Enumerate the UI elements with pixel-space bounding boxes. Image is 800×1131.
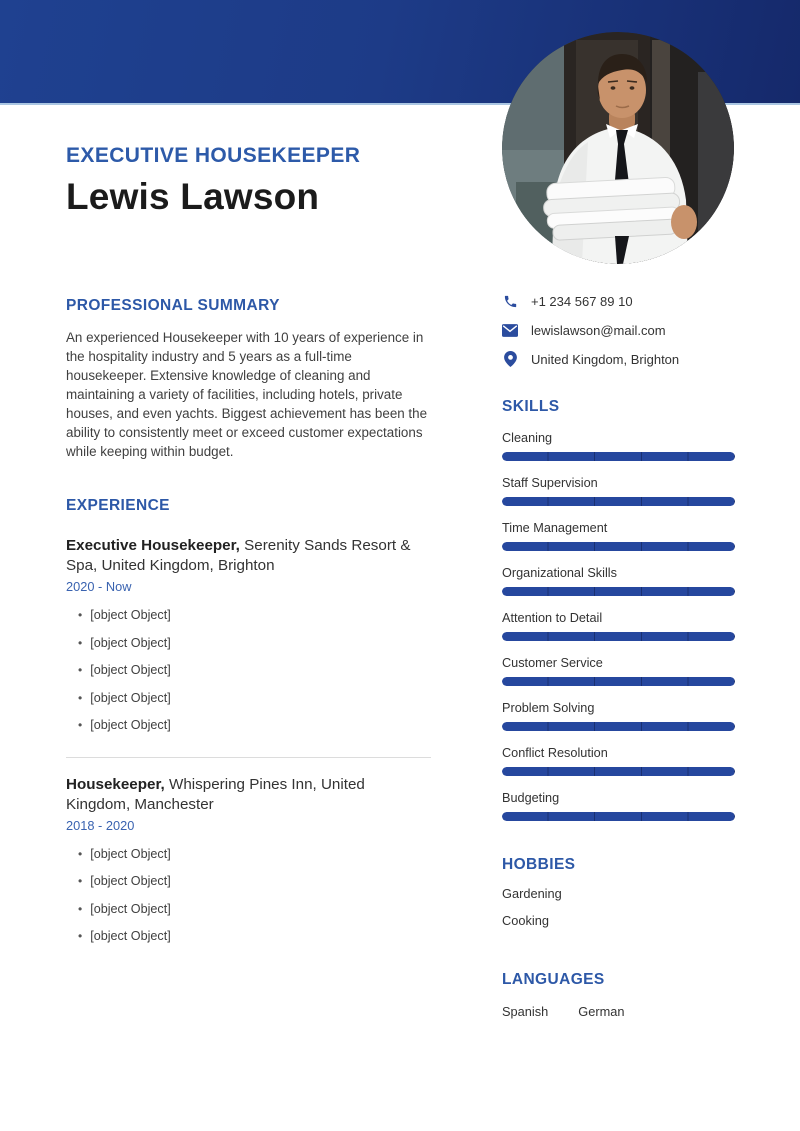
job-bullet-text: [object Object] [90, 608, 171, 622]
skill-bar-fill [502, 587, 735, 596]
job-period: 2020 - Now [66, 579, 132, 594]
contact-row [502, 293, 735, 309]
skill-bar-track [502, 767, 735, 776]
language-item: German [578, 1004, 625, 1019]
skill-item [502, 701, 735, 731]
bullet-icon: • [78, 663, 83, 677]
contact-value: United Kingdom, Brighton [531, 351, 680, 367]
skill-label: Staff Supervision [502, 476, 598, 490]
job-bullet-text: [object Object] [90, 846, 171, 861]
bullet-icon: • [78, 929, 83, 943]
bullet-icon: • [78, 874, 83, 888]
skill-bar-fill [502, 767, 735, 776]
skill-label: Customer Service [502, 656, 603, 670]
skill-label: Budgeting [502, 791, 560, 805]
job-bullet-text: [object Object] [90, 901, 171, 916]
skill-bar-fill [502, 677, 735, 686]
job-title [66, 536, 431, 576]
skill-item [502, 476, 735, 506]
job-bullet-text: [object Object] [90, 874, 171, 888]
skill-label: Organizational Skills [502, 566, 617, 580]
job-bullet [66, 873, 431, 891]
skill-bar-fill [502, 497, 735, 506]
contact-row [502, 322, 735, 338]
bullet-icon: • [78, 690, 83, 705]
skill-item [502, 611, 735, 641]
skill-bar-track [502, 722, 735, 731]
contact-value: lewislawson@mail.com [531, 322, 666, 338]
summary-heading: PROFESSIONAL SUMMARY [66, 297, 280, 314]
job-entry [66, 536, 431, 735]
job-entry [66, 757, 431, 946]
skill-bar-track [502, 542, 735, 551]
job-bullet [66, 662, 431, 680]
summary-text: An experienced Housekeeper with 10 years of experience in the hospitality industry and 5 years as a full-time housekeeper. Extensive knowledge of cleaning and maintaining a variety of facilities, including hotels, private houses, and even yachts. Biggest achievement has been the ability to consistently meet or exceed customer expectations while keeping within budget. [66, 330, 428, 459]
job-bullet [66, 901, 431, 919]
skill-bar-track [502, 812, 735, 821]
bullet-icon: • [78, 718, 83, 732]
contact-list [502, 293, 735, 367]
job-period: 2018 - 2020 [66, 817, 135, 833]
skill-bar-fill [502, 812, 735, 821]
job-bullet [66, 607, 431, 625]
hobby-item: Gardening [502, 886, 562, 901]
role-title: EXECUTIVE HOUSEKEEPER [66, 144, 361, 167]
language-item: Spanish [502, 1004, 549, 1019]
job-bullet [66, 717, 431, 735]
skill-bar-fill [502, 542, 735, 551]
skill-label: Problem Solving [502, 701, 595, 715]
bullet-icon: • [78, 635, 83, 650]
job-bullet-text: [object Object] [90, 635, 171, 650]
skill-item [502, 431, 735, 461]
job-bullet [66, 635, 431, 653]
job-bullet [66, 846, 431, 864]
skill-bar-track [502, 677, 735, 686]
skill-item [502, 746, 735, 776]
jobs-list [66, 536, 431, 946]
hobbies-heading: HOBBIES [502, 856, 576, 873]
skills-heading: SKILLS [502, 398, 560, 415]
hobby-item: Cooking [502, 913, 549, 928]
job-title [66, 775, 431, 815]
mail-icon [502, 322, 518, 338]
skill-item [502, 656, 735, 686]
bullet-icon: • [78, 846, 83, 861]
job-company-location: Whispering Pines Inn, United Kingdom, Manchester [66, 775, 365, 813]
job-bullet [66, 928, 431, 946]
portrait-illustration [502, 32, 734, 264]
location-icon [502, 351, 518, 367]
skill-bar-fill [502, 722, 735, 731]
job-bullet-text: [object Object] [90, 690, 171, 705]
skill-bar-fill [502, 632, 735, 641]
profile-photo [502, 32, 734, 264]
bullet-icon: • [78, 901, 83, 916]
job-bullet-list [66, 607, 431, 735]
job-bullet-text: [object Object] [90, 718, 171, 732]
candidate-name: Lewis Lawson [66, 176, 320, 217]
bullet-icon: • [78, 608, 83, 622]
experience-heading: EXPERIENCE [66, 497, 170, 514]
skills-list [502, 431, 735, 821]
contact-value: +1 234 567 89 10 [531, 293, 633, 309]
hobbies-list [502, 887, 735, 928]
languages-list [502, 1004, 735, 1019]
skill-item [502, 521, 735, 551]
skill-label: Attention to Detail [502, 611, 603, 625]
job-bullet-text: [object Object] [90, 929, 171, 943]
job-role: Housekeeper, [66, 775, 165, 793]
job-bullet-text: [object Object] [90, 663, 171, 677]
skill-label: Cleaning [502, 431, 553, 445]
languages-heading: LANGUAGES [502, 971, 605, 988]
job-role: Executive Housekeeper, [66, 537, 240, 554]
job-company-location: Serenity Sands Resort & Spa, United Kingdom, Brighton [66, 537, 411, 574]
skill-bar-track [502, 497, 735, 506]
skill-label: Conflict Resolution [502, 746, 608, 760]
skill-item [502, 566, 735, 596]
job-bullet-list [66, 846, 431, 946]
right-column [502, 293, 735, 1019]
skill-bar-track [502, 632, 735, 641]
left-column [66, 143, 431, 956]
contact-row [502, 351, 735, 367]
skill-bar-fill [502, 452, 735, 461]
job-bullet [66, 690, 431, 708]
skill-label: Time Management [502, 521, 608, 535]
phone-icon [502, 293, 518, 309]
skill-bar-track [502, 452, 735, 461]
skill-bar-track [502, 587, 735, 596]
skill-item [502, 791, 735, 821]
